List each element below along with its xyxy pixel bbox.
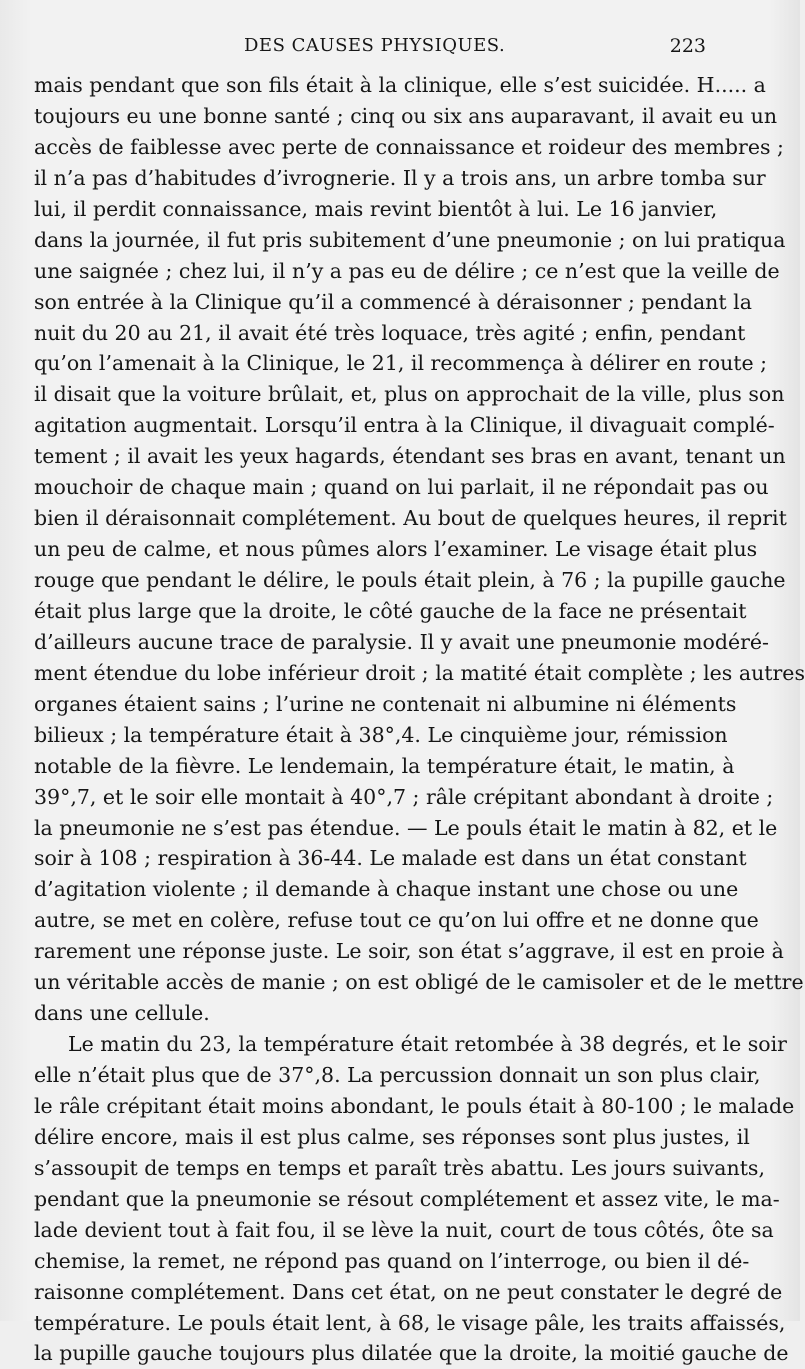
text-line: mais pendant que son fils était à la clinique, elle s’est suicidée. H..... a [34,73,766,97]
text-line: le râle crépitant était moins abondant, le pouls était à 80-100 ; le malade [34,1093,795,1118]
text-line: la pupille gauche toujours plus dilatée que la droite, la moitié gauche de [34,1341,789,1366]
text-line: qu’on l’amenait à la Clinique, le 21, il recommença à délirer en route ; [34,351,768,376]
page-header [34,35,706,61]
text-line: délire encore, mais il est plus calme, ses réponses sont plus justes, il [34,1124,750,1149]
text-line: la pneumonie ne s’est pas étendue. — Le pouls était le matin à 82, et le [34,815,778,840]
running-title: DES CAUSES PHYSIQUES. [244,35,506,56]
text-line: un véritable accès de manie ; on est obligé de le camisoler et de le mettre [34,970,804,995]
text-line: rouge que pendant le délire, le pouls était plein, à 76 ; la pupille gauche [34,568,786,592]
text-line: dans la journée, il fut pris subitement d’une pneumonie ; on lui pratiqua [34,227,786,252]
text-line: était plus large que la droite, le côté gauche de la face ne présentait [34,598,747,623]
text-line: mouchoir de chaque main ; quand on lui parlait, il ne répondait pas ou [34,475,769,500]
text-line: bien il déraisonnait complétement. Au bout de quelques heures, il reprit [34,506,787,531]
text-line: pendant que la pneumonie se résout complétement et assez vite, le ma- [34,1186,780,1211]
text-line: il n’a pas d’habitudes d’ivrognerie. Il y a trois ans, un arbre tomba sur [34,165,766,190]
text-line: raisonne complétement. Dans cet état, on ne peut constater le degré de [34,1279,783,1304]
text-line: un peu de calme, et nous pûmes alors l’examiner. Le visage était plus [34,537,758,562]
text-line: nuit du 20 au 21, il avait été très loquace, très agité ; enfin, pendant [34,320,746,345]
text-line: rarement une réponse juste. Le soir, son état s’aggrave, il est en proie à [34,939,784,964]
text-line: bilieux ; la température était à 38°,4. Le cinquième jour, rémission [34,722,728,747]
text-line: elle n’était plus que de 37°,8. La percussion donnait un son plus clair, [34,1063,761,1087]
text-line: température. Le pouls était lent, à 68, le visage pâle, les traits affaissés, [34,1310,786,1335]
text-line: agitation augmentait. Lorsqu’il entra à la Clinique, il divaguait complé- [34,413,775,438]
text-line: d’ailleurs aucune trace de paralysie. Il y avait une pneumonie modéré- [34,629,769,654]
text-line: ment étendue du lobe inférieur droit ; la matité était complète ; les autres [34,660,805,685]
paragraph-end-line: dans une cellule. [34,1001,210,1026]
text-line: soir à 108 ; respiration à 36-44. Le malade est dans un état constant [34,846,747,871]
text-line: chemise, la remet, ne répond pas quand on l’interroge, ou bien il dé- [34,1248,750,1273]
page-number: 223 [669,35,706,57]
text-line: tement ; il avait les yeux hagards, étendant ses bras en avant, tenant un [34,444,786,469]
text-line: lade devient tout à fait fou, il se lève la nuit, court de tous côtés, ôte sa [34,1217,774,1242]
text-line: autre, se met en colère, refuse tout ce qu’on lui offre et ne donne que [34,908,759,933]
text-line: notable de la fièvre. Le lendemain, la température était, le matin, à [34,753,735,778]
text-line: organes étaient sains ; l’urine ne contenait ni albumine ni éléments [34,691,737,716]
text-line: il disait que la voiture brûlait, et, plus on approchait de la ville, plus son [34,382,785,407]
body-text [34,70,805,1369]
paragraph-start-line: Le matin du 23, la température était retombée à 38 degrés, et le soir [68,1032,787,1057]
text-line: lui, il perdit connaissance, mais revint bientôt à lui. Le 16 janvier, [34,196,718,221]
text-line: une saignée ; chez lui, il n’y a pas eu de délire ; ce n’est que la veille de [34,258,780,283]
text-line: son entrée à la Clinique qu’il a commencé à déraisonner ; pendant la [34,289,752,314]
text-line: s’assoupit de temps en temps et paraît très abattu. Les jours suivants, [34,1155,765,1180]
text-line: d’agitation violente ; il demande à chaque instant une chose ou une [34,877,739,902]
text-line: toujours eu une bonne santé ; cinq ou six ans auparavant, il avait eu un [34,103,778,128]
text-line: 39°,7, et le soir elle montait à 40°,7 ; râle crépitant abondant à droite ; [34,784,774,809]
text-line: accès de faiblesse avec perte de connaissance et roideur des membres ; [34,134,784,159]
